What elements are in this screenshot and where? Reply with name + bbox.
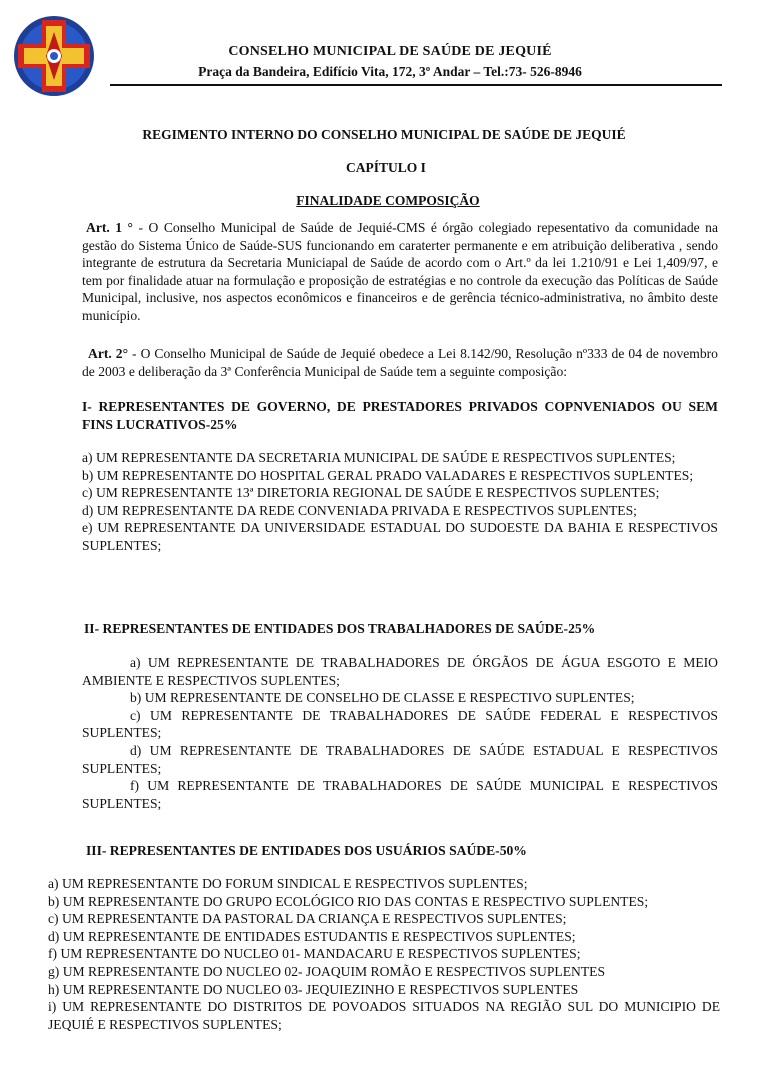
- list-item: b) UM REPRESENTANTE DE CONSELHO DE CLASSE E RESPECTIVO SUPLENTES;: [130, 690, 635, 706]
- council-logo-icon: [12, 14, 96, 98]
- article-2-label: Art. 2°: [88, 346, 129, 361]
- section-title: FINALIDADE COMPOSIÇÃO: [296, 193, 480, 208]
- org-address: Praça da Bandeira, Edifício Vita, 172, 3º Andar – Tel.:73- 526-8946: [198, 64, 582, 79]
- list-item: a) UM REPRESENTANTE DE TRABALHADORES DE ÓRGÃOS DE ÁGUA ESGOTO E MEIO AMBIENTE E RESPECTIVOS SUPLENTES;: [82, 655, 718, 688]
- list-item: i) UM REPRESENTANTE DO DISTRITOS DE POVOADOS SITUADOS NA REGIÃO SUL DO MUNICIPIO DE JEQUIÉ E RESPECTIVOS SUPLENTES;: [48, 999, 720, 1032]
- article-2: [82, 345, 718, 380]
- list-item: d) UM REPRESENTANTE DE TRABALHADORES DE SAÚDE ESTADUAL E RESPECTIVOS SUPLENTES;: [82, 742, 718, 776]
- list-item: h) UM REPRESENTANTE DO NUCLEO 03- JEQUIEZINHO E RESPECTIVOS SUPLENTES: [48, 981, 579, 997]
- list-item: c) UM REPRESENTANTE DA PASTORAL DA CRIANÇA E RESPECTIVOS SUPLENTES;: [48, 911, 567, 927]
- list-item: g) UM REPRESENTANTE DO NUCLEO 02- JOAQUIM ROMÃO E RESPECTIVOS SUPLENTES: [48, 963, 606, 979]
- list-item: d) UM REPRESENTANTE DA REDE CONVENIADA PRIVADA E RESPECTIVOS SUPLENTES;: [82, 502, 637, 518]
- section-1-list: [82, 449, 718, 555]
- section-2-heading: II- REPRESENTANTES DE ENTIDADES DOS TRABALHADORES DE SAÚDE-25%: [84, 621, 596, 636]
- org-name: CONSELHO MUNICIPAL DE SAÚDE DE JEQUIÉ: [228, 44, 552, 59]
- list-item: a) UM REPRESENTANTE DO FORUM SINDICAL E RESPECTIVOS SUPLENTES;: [48, 876, 528, 891]
- article-1-text: - O Conselho Municipal de Saúde de Jequié-CMS é órgão colegiado repesentativo da comunidade na gestão do Sistema Único de Saúde-SUS funcionando em caraterter permanente e em atribuição deliberativa , sendo integrante de estrutura da Secretaria Municiapal de Saúde de acordo com o Art.º da lei 1.210/91 e Lei 1,409/97, e tem por finalidade atuar na formulação e proposição de estratégias e no controle da execução das Políticas de Saúde Municipal, inclusive, nos aspectos econômicos e financeiros e de gerência técnico-administrativa, no âmbito deste município.: [82, 220, 718, 323]
- list-item: d) UM REPRESENTANTE DE ENTIDADES ESTUDANTIS E RESPECTIVOS SUPLENTES;: [48, 928, 576, 944]
- section-3-heading: III- REPRESENTANTES DE ENTIDADES DOS USUÁRIOS SAÚDE-50%: [86, 843, 527, 858]
- list-item: b) UM REPRESENTANTE DO HOSPITAL GERAL PRADO VALADARES E RESPECTIVOS SUPLENTES;: [82, 467, 694, 483]
- header-rule: [110, 84, 722, 86]
- list-item: f) UM REPRESENTANTE DE TRABALHADORES DE SAÚDE MUNICIPAL E RESPECTIVOS SUPLENTES;: [82, 778, 718, 811]
- list-item: c) UM REPRESENTANTE DE TRABALHADORES DE SAÚDE FEDERAL E RESPECTIVOS SUPLENTES;: [82, 707, 718, 741]
- article-1-label: Art. 1 °: [86, 220, 133, 235]
- list-item: e) UM REPRESENTANTE DA UNIVERSIDADE ESTADUAL DO SUDOESTE DA BAHIA E RESPECTIVOS SUPLENTES;: [82, 520, 718, 553]
- article-2-text: - O Conselho Municipal de Saúde de Jequié obedece a Lei 8.142/90, Resolução nº333 de 04 de novembro de 2003 e deliberação da 3ª Conferência Municipal de Saúde tem a seguinte composição:: [82, 346, 718, 379]
- article-1: [82, 219, 718, 325]
- section-2-list: [82, 654, 718, 812]
- list-item: c) UM REPRESENTANTE 13ª DIRETORIA REGIONAL DE SAÚDE E RESPECTIVOS SUPLENTES;: [82, 485, 660, 501]
- section-1-heading: I- REPRESENTANTES DE GOVERNO, DE PRESTADORES PRIVADOS COPNVENIADOS OU SEM FINS LUCRATIVOS-25%: [82, 399, 718, 432]
- document-title: REGIMENTO INTERNO DO CONSELHO MUNICIPAL DE SAÚDE DE JEQUIÉ: [142, 127, 626, 142]
- list-item: a) UM REPRESENTANTE DA SECRETARIA MUNICIPAL DE SAÚDE E RESPECTIVOS SUPLENTES;: [82, 450, 676, 465]
- list-item: b) UM REPRESENTANTE DO GRUPO ECOLÓGICO RIO DAS CONTAS E RESPECTIVO SUPLENTES;: [48, 893, 649, 909]
- chapter-title: CAPÍTULO I: [346, 160, 426, 175]
- section-3-list: [48, 875, 720, 1033]
- list-item: f) UM REPRESENTANTE DO NUCLEO 01- MANDACARU E RESPECTIVOS SUPLENTES;: [48, 946, 581, 962]
